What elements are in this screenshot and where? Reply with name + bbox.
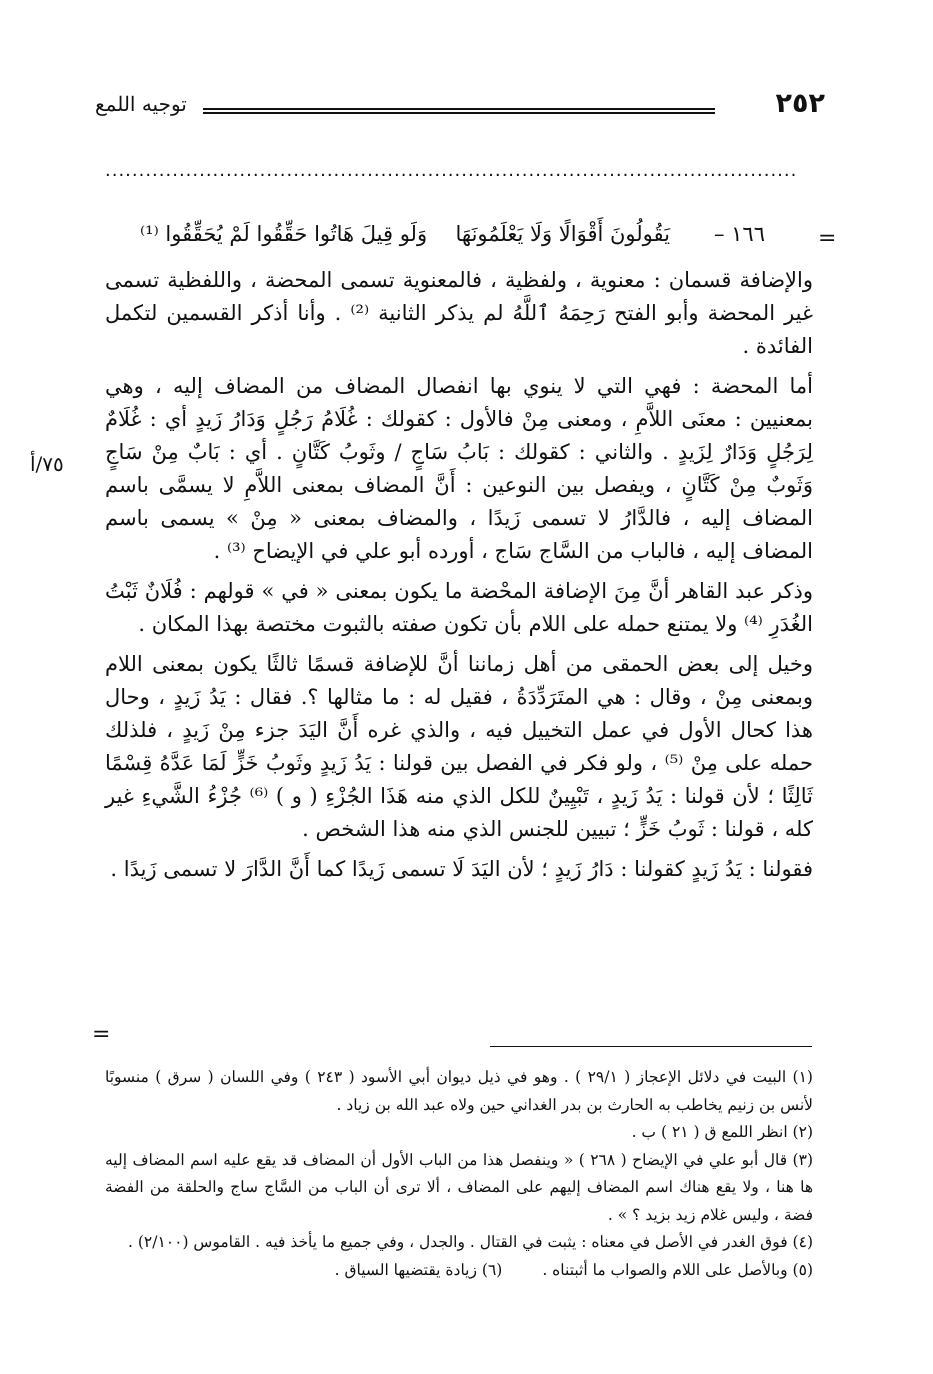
equals-mark-bottom: =: [92, 1022, 111, 1047]
verse-hemistich-1: يَقُولُونَ أَقْوَالًا وَلَا يَعْلَمُونَهَا: [455, 222, 670, 246]
footnote: (٦) زيادة يقتضيها السياق .: [334, 1260, 503, 1279]
footnote: (٢) انظر اللمع ق ( ٢١ ) ب .: [631, 1123, 813, 1141]
footnote-pair: [105, 1257, 813, 1285]
running-title: توجيه اللمع: [95, 92, 187, 116]
main-text: [105, 264, 813, 893]
manuscript-folio-note: ٧٥/أ: [30, 452, 64, 476]
verse-number: ١٦٦ –: [713, 222, 765, 246]
footnote: (٥) وبالأصل على اللام والصواب ما أثبتناه .: [542, 1260, 813, 1279]
paragraph: وخيل إلى بعض الحمقى من أهل زماننا أنَّ للإضافة قسمًا ثالثًا يكون بمعنى اللام وبمعنى مِنْ ، وقال : هي المتَرَدِّدَةُ ، فقيل له : ما مثالها ؟. فقال : يَدُ زَيدٍ ، وحال هذا كحال الأول في عمل التخييل فيه ، والذي غره أَنَّ اليَدَ جزء مِنْ زَيدٍ ، فلذلك حمله على مِنْ ⁽⁵⁾ ، ولو فكر في الفصل بين قولنا : يَدُ زَيدٍ وثَوبُ خَزٍّ لَمَا عَدَّهُ قِسْمًا ثَالِثًا ؛ لأن قولنا : يَدُ زَيدٍ ، تَبْيِينٌ للكل الذي منه هَذَا الجُزْءِ ( و ) ⁽⁶⁾ جُزْءُ الشَّيءِ غير كله ، قولنا : ثَوبُ خَزٍّ ؛ تبيين للجنس الذي منه هذا الشخص .: [105, 652, 813, 841]
header-rule: [203, 108, 715, 114]
verse-hemistich-2: وَلَو قِيلَ هَاتُوا حَقِّقُوا لَمْ يُحَقِّقُوا ⁽¹⁾: [140, 222, 428, 246]
footnote-rule: [490, 1046, 812, 1047]
footnote: (٣) قال أبو علي في الإيضاح ( ٢٦٨ ) « وينفصل هذا من الباب الأول أن المضاف قد يقع عليه اسم المضاف إليه ها هنا ، ولا يقع هناك اسم المضاف إليهم على المضاف ، ألا ترى أن الباب من السَّاج ساج والحلقة من الفضة فضة ، وليس غلام زيد بزيد ؟ » .: [105, 1150, 813, 1224]
verse-line: [140, 222, 765, 258]
dotted-separator: .......................................................................................................: [105, 160, 798, 181]
paragraph: وذكر عبد القاهر أنَّ مِنَ الإضافة المحْضة ما يكون بمعنى « في » قولهم : فُلَانٌ ثَبْتُ الغُدَرِ ⁽⁴⁾ ولا يمتنع حمله على اللام بأن تكون صفته بالثبوت مختصة بهذا المكان .: [105, 579, 813, 636]
page-number: ٢٥٢: [775, 88, 825, 119]
paragraph: فقولنا : يَدُ زَيدٍ كقولنا : دَارُ زَيدٍ ؛ لأن اليَدَ لَا تسمى زَيدًا كما أَنَّ الدَّارَ لا تسمى زَيدًا .: [110, 857, 813, 881]
footnotes: [105, 1064, 813, 1284]
equals-mark-top: =: [818, 226, 837, 251]
paragraph: أما المحضة : فهي التي لا ينوي بها انفصال المضاف من المضاف إليه ، وهي بمعنيين : معنَى اللاَّمِ ، ومعنى مِنْ فالأول : كقولك : غُلَامُ رَجُلٍ وَدَارُ زَيدٍ أي : غُلَامٌ لِرَجُلٍ وَدَارٌ لِزَيدٍ . والثاني : كقولك : بَابُ سَاجٍ / وثَوبُ كَتَّانٍ . أي : بَابٌ مِنْ سَاجٍ وَثَوبٌ مِنْ كَتَّانٍ ، ويفصل بين النوعين : أَنَّ المضاف بمعنى اللاَّمِ لا يسمَّى باسم المضاف إليه ، فالدَّارُ لا تسمى زَيدًا ، والمضاف بمعنى « مِنْ » يسمى باسم المضاف إليه ، فالباب من السَّاج سَاج ، أورده أبو علي في الإيضاح ⁽³⁾ .: [105, 374, 813, 563]
footnote: (١) البيت في دلائل الإعجاز ( ٢٩/١ ) . وهو في ذيل ديوان أبي الأسود ( ٢٤٣ ) وفي اللسان ( سرق ) منسوبًا لأنس بن زنيم يخاطب به الحارث بن بدر الغداني حين ولاه عبد الله بن زياد .: [105, 1068, 813, 1114]
footnote: (٤) فوق الغدر في الأصل في معناه : يثبت في القتال . والجدل ، وفي جميع ما يأخذ فيه . القاموس (٢/١٠٠) .: [128, 1233, 813, 1251]
paragraph: والإضافة قسمان : معنوية ، ولفظية ، فالمعنوية تسمى المحضة ، واللفظية تسمى غير المحضة وأبو الفتح رَحِمَهُ ٱللَّهُ لم يذكر الثانية ⁽²⁾ . وأنا أذكر القسمين لتكمل الفائدة .: [105, 268, 813, 358]
running-header: [95, 88, 825, 128]
